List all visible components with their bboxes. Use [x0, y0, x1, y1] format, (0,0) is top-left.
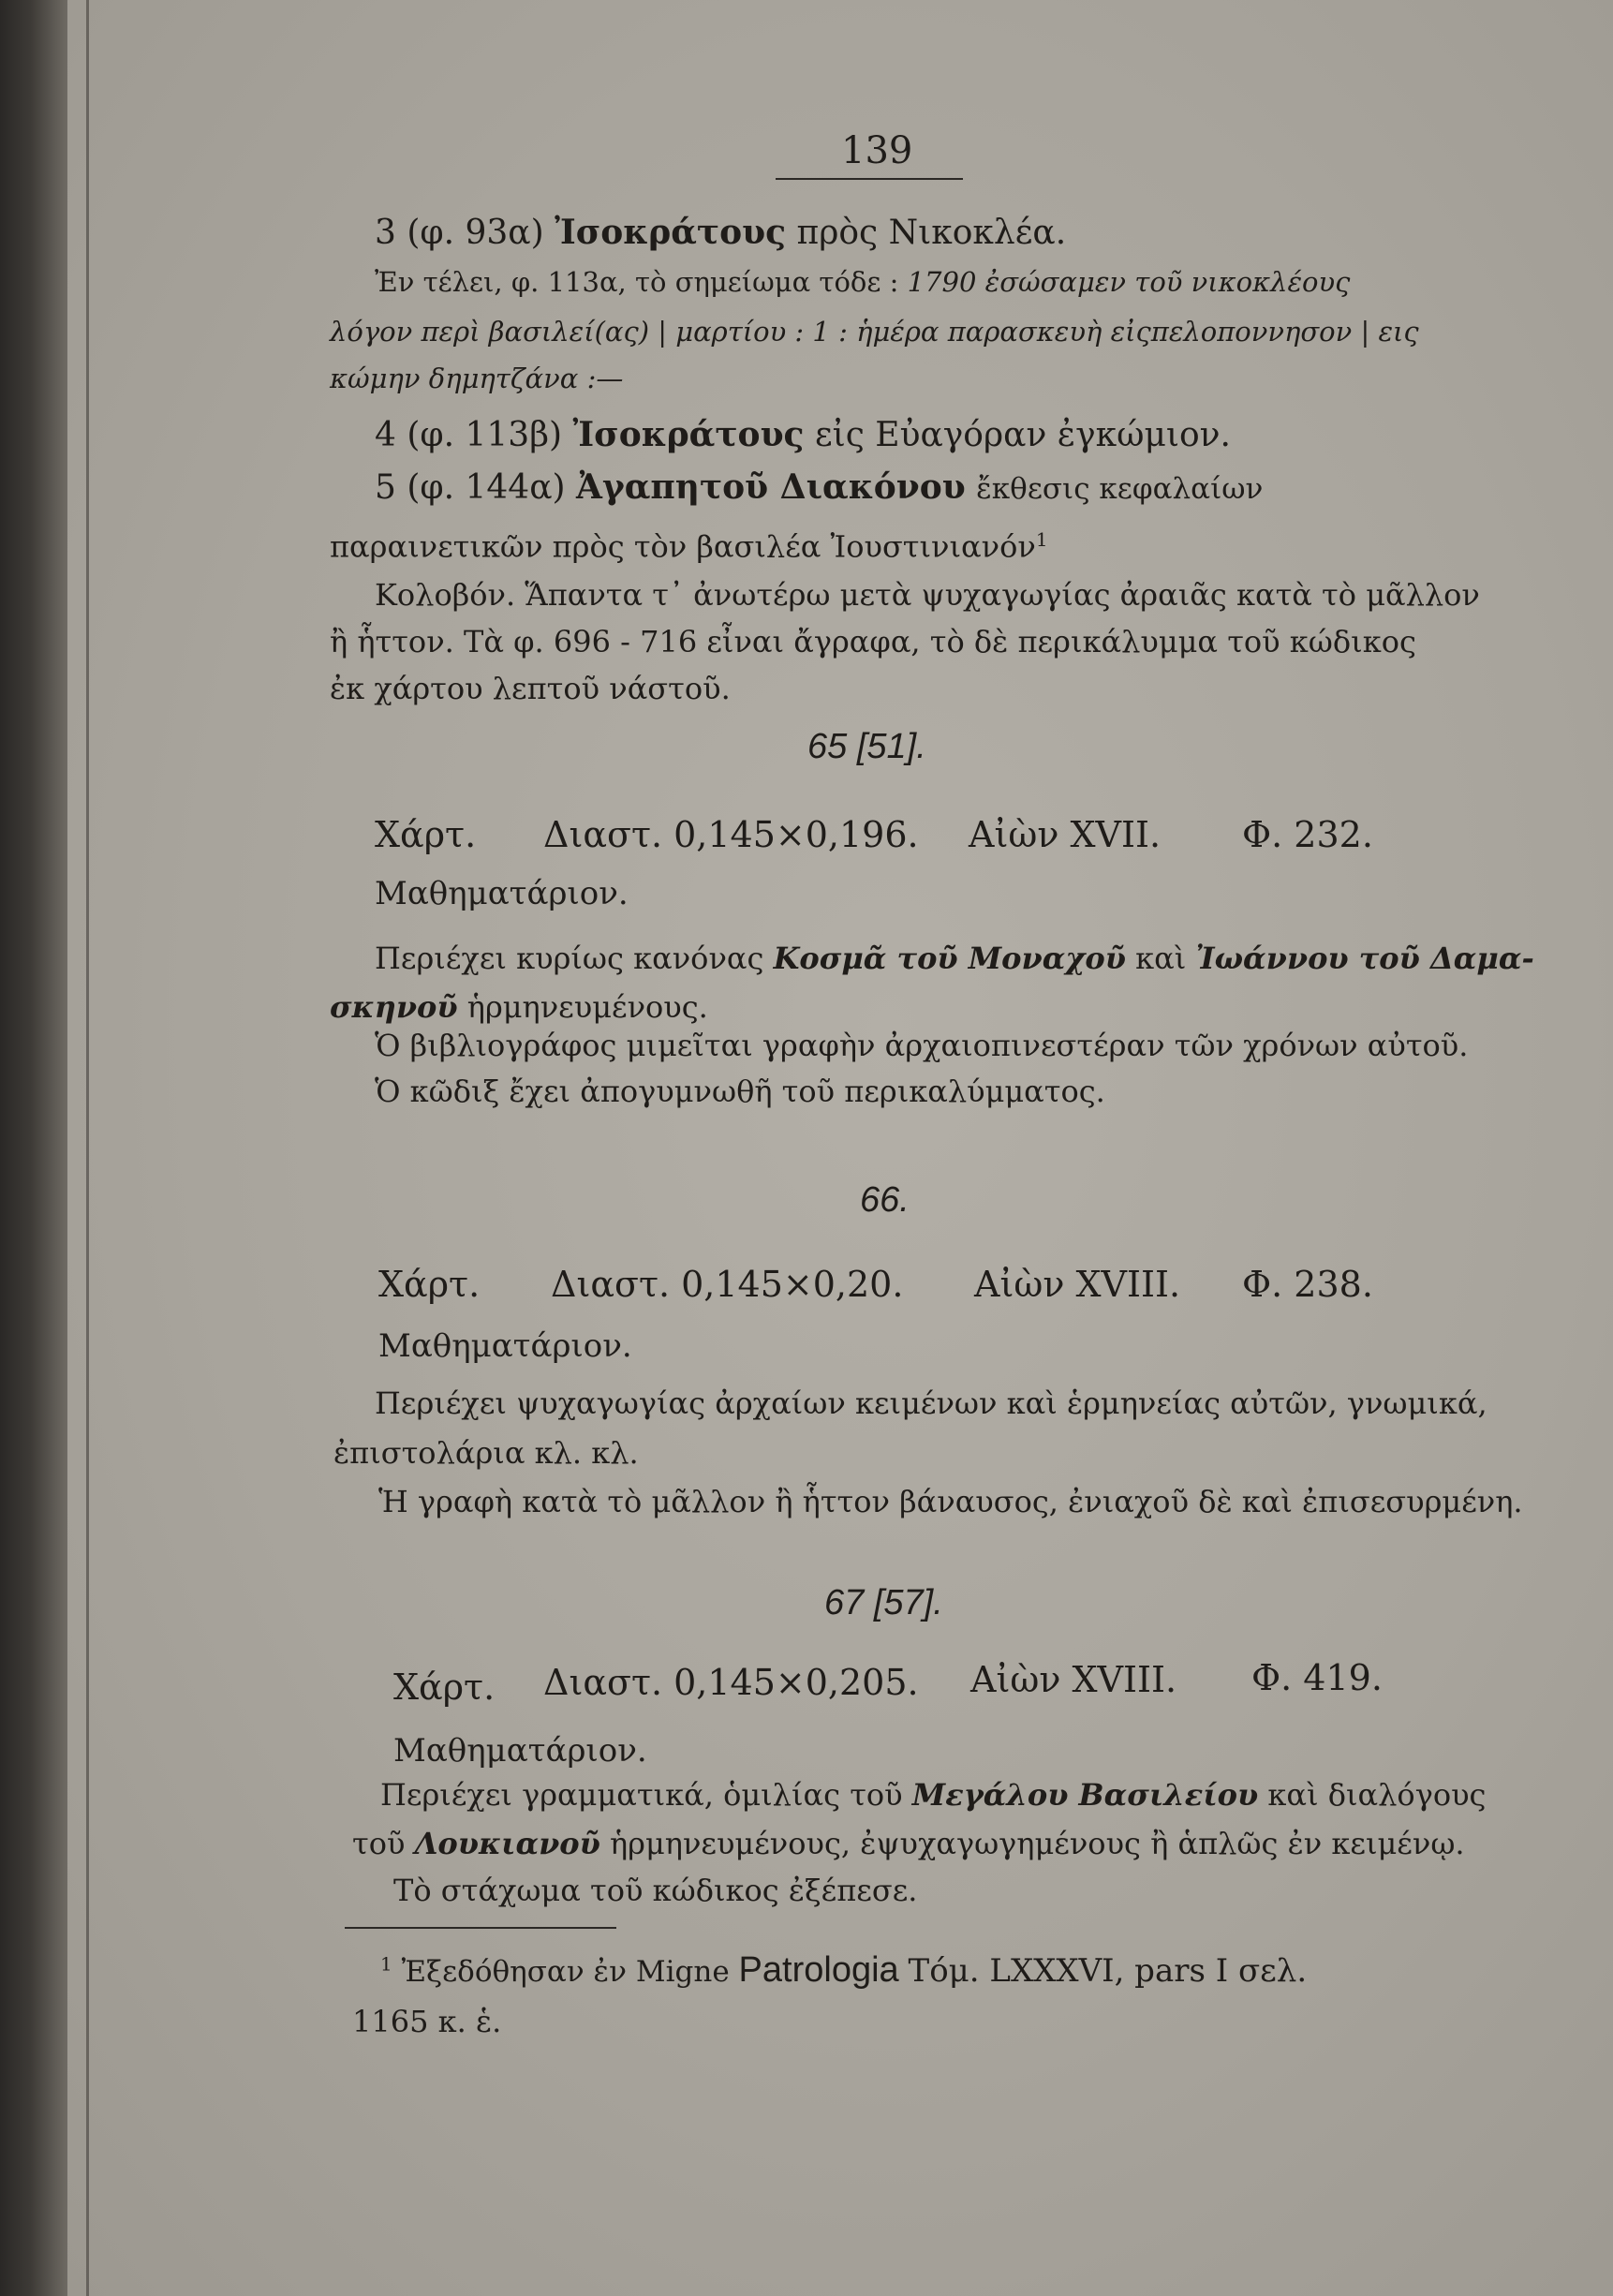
item-3-note-text: Ἐν τέλει, φ. 113α, τὸ σημείωμα τόδε :	[375, 266, 899, 298]
ms-67-material: Χάρτ.	[393, 1666, 496, 1708]
item-5-line-2	[330, 529, 1048, 564]
ms-65-author-ioannes: Ἰωάννου τοῦ Δαμα-	[1195, 941, 1534, 976]
ms-65-desc-text-2: ἡρμηνευμένους.	[466, 989, 708, 1025]
ms-65-heading: 65 [51].	[807, 727, 926, 766]
footnote-patrologia: Patrologia	[738, 1950, 899, 1990]
ms-67-desc-text-2: καὶ διαλόγους	[1267, 1777, 1487, 1813]
ms-67-desc-line-2	[352, 1827, 1465, 1861]
ms-65-desc-text: Περιέχει κυρίως κανόνας	[375, 941, 764, 976]
ms-65-century: Αἰὼν XVII.	[969, 814, 1162, 855]
ms-67-heading: 67 [57].	[824, 1583, 943, 1622]
footnote-text: Ἐξεδόθησαν ἐν Migne	[401, 1955, 730, 1989]
footnote-marker: 1	[380, 1952, 392, 1976]
item-4-folio: 4 (φ. 113β)	[375, 416, 563, 454]
footnote-volume: Τόμ. LXXXVI, pars I σελ.	[908, 1952, 1308, 1990]
item-4-work: εἰς Εὐαγόραν ἐγκώμιον.	[814, 416, 1231, 454]
item-3-note-line-3: κώμην δημητζάνα :—	[330, 363, 624, 394]
item-5-folio: 5 (φ. 144α)	[375, 468, 566, 507]
ms-65-material: Χάρτ.	[375, 814, 477, 855]
ms-66-desc-line-1: Περιέχει ψυχαγωγίας ἀρχαίων κειμένων καὶ ἑρμηνείας αὐτῶν, γνωμικά,	[375, 1385, 1487, 1421]
item-5-line-3: Κολοβόν. Ἅπαντα τ᾽ ἀνωτέρω μετὰ ψυχαγωγίας ἀραιᾶς κατὰ τὸ μᾶλλον	[375, 577, 1480, 613]
item-5-line-2-text: παραινετικῶν πρὸς τὸν βασιλέα Ἰουστινιανόν	[330, 528, 1036, 565]
item-3-line	[375, 214, 1066, 252]
ms-65-folios: Φ. 232.	[1242, 814, 1373, 855]
ms-66-desc-line-2: ἐπιστολάρια κλ. κλ.	[333, 1435, 639, 1471]
ms-65-type: Μαθηματάριον.	[375, 875, 629, 912]
ms-67-folios: Φ. 419.	[1251, 1657, 1383, 1698]
page-number-rule	[776, 178, 963, 180]
footnote-rule	[345, 1927, 616, 1929]
ms-67-desc-text: Περιέχει γραμματικά, ὁμιλίας τοῦ	[380, 1777, 903, 1813]
item-5-line-5: ἐκ χάρτου λεπτοῦ νάστοῦ.	[330, 671, 731, 706]
binding-edge	[86, 0, 89, 2296]
ms-66-material: Χάρτ.	[378, 1264, 481, 1305]
item-4-author: Ἰσοκράτους	[572, 415, 805, 454]
ms-65-desc-and: καὶ	[1135, 941, 1187, 976]
ms-67-desc-article: τοῦ	[352, 1826, 406, 1861]
ms-67-dimensions: Διαστ. 0,145×0,205.	[543, 1662, 919, 1703]
ms-65-desc-line-2	[330, 990, 708, 1025]
item-5-line	[375, 468, 1263, 507]
ms-67-author-lucian: Λουκιανοῦ	[414, 1826, 600, 1861]
ms-67-desc-text-3: ἡρμηνευμένους, ἐψυχαγωγημένους ἢ ἁπλῶς ἐν κειμένῳ.	[609, 1826, 1465, 1861]
ms-66-century: Αἰὼν XVIII.	[974, 1264, 1181, 1305]
ms-65-desc-line-3: Ὁ βιβλιογράφος μιμεῖται γραφὴν ἀρχαιοπινεστέραν τῶν χρόνων αὐτοῦ.	[375, 1028, 1469, 1063]
ms-65-desc-line-1	[375, 941, 1534, 976]
item-4-line	[375, 416, 1231, 454]
ms-65-dimensions: Διαστ. 0,145×0,196.	[543, 814, 919, 855]
ms-66-type: Μαθηματάριον.	[378, 1327, 632, 1365]
footnote-line-1	[380, 1950, 1307, 1992]
item-3-note-line-1	[375, 267, 1350, 298]
item-3-note-line-2: λόγον περὶ βασιλεί(ας) | μαρτίου : 1 : ἡμέρα παρασκευὴ εἰςπελοποννησον | εις	[330, 316, 1419, 348]
footnote-line-2: 1165 κ. ἑ.	[352, 2004, 502, 2039]
ms-67-desc-line-1	[380, 1778, 1486, 1813]
ms-65-author-kosmas: Κοσμᾶ τοῦ Μοναχοῦ	[773, 941, 1126, 976]
item-3-note-italic: 1790 ἐσώσαμεν τοῦ νικοκλέους	[907, 266, 1351, 298]
footnote-ref: 1	[1035, 528, 1048, 551]
item-5-work: ἔκθεσις κεφαλαίων	[976, 472, 1264, 506]
ms-66-dimensions: Διαστ. 0,145×0,20.	[551, 1264, 904, 1305]
item-3-author: Ἰσοκράτους	[555, 213, 787, 252]
ms-67-type: Μαθηματάριον.	[393, 1732, 647, 1770]
ms-67-desc-line-3: Τὸ στάχωμα τοῦ κώδικος ἐξέπεσε.	[393, 1873, 918, 1908]
ms-66-desc-line-3: Ἡ γραφὴ κατὰ τὸ μᾶλλον ἢ ἧττον βάναυσος, ἐνιαχοῦ δὲ καὶ ἐπισεσυρμένη.	[378, 1484, 1523, 1519]
ms-65-author-cont: σκηνοῦ	[330, 989, 458, 1025]
ms-66-heading: 66.	[860, 1180, 910, 1220]
item-5-author: Ἀγαπητοῦ Διακόνου	[576, 467, 966, 507]
ms-65-desc-line-4: Ὁ κῶδιξ ἔχει ἀπογυμνωθῆ τοῦ περικαλύμματος.	[375, 1074, 1105, 1109]
ms-67-author-basil: Μεγάλου Βασιλείου	[911, 1777, 1259, 1813]
binding-shadow	[0, 0, 67, 2296]
ms-67-century: Αἰὼν XVIII.	[970, 1659, 1177, 1700]
page-number: 139	[841, 129, 913, 172]
ms-66-folios: Φ. 238.	[1242, 1264, 1373, 1305]
item-3-work: πρὸς Νικοκλέα.	[796, 214, 1067, 252]
item-5-line-4: ἢ ἧττον. Τὰ φ. 696 - 716 εἶναι ἄγραφα, τὸ δὲ περικάλυμμα τοῦ κώδικος	[330, 624, 1416, 659]
item-3-folio: 3 (φ. 93α)	[375, 214, 544, 252]
